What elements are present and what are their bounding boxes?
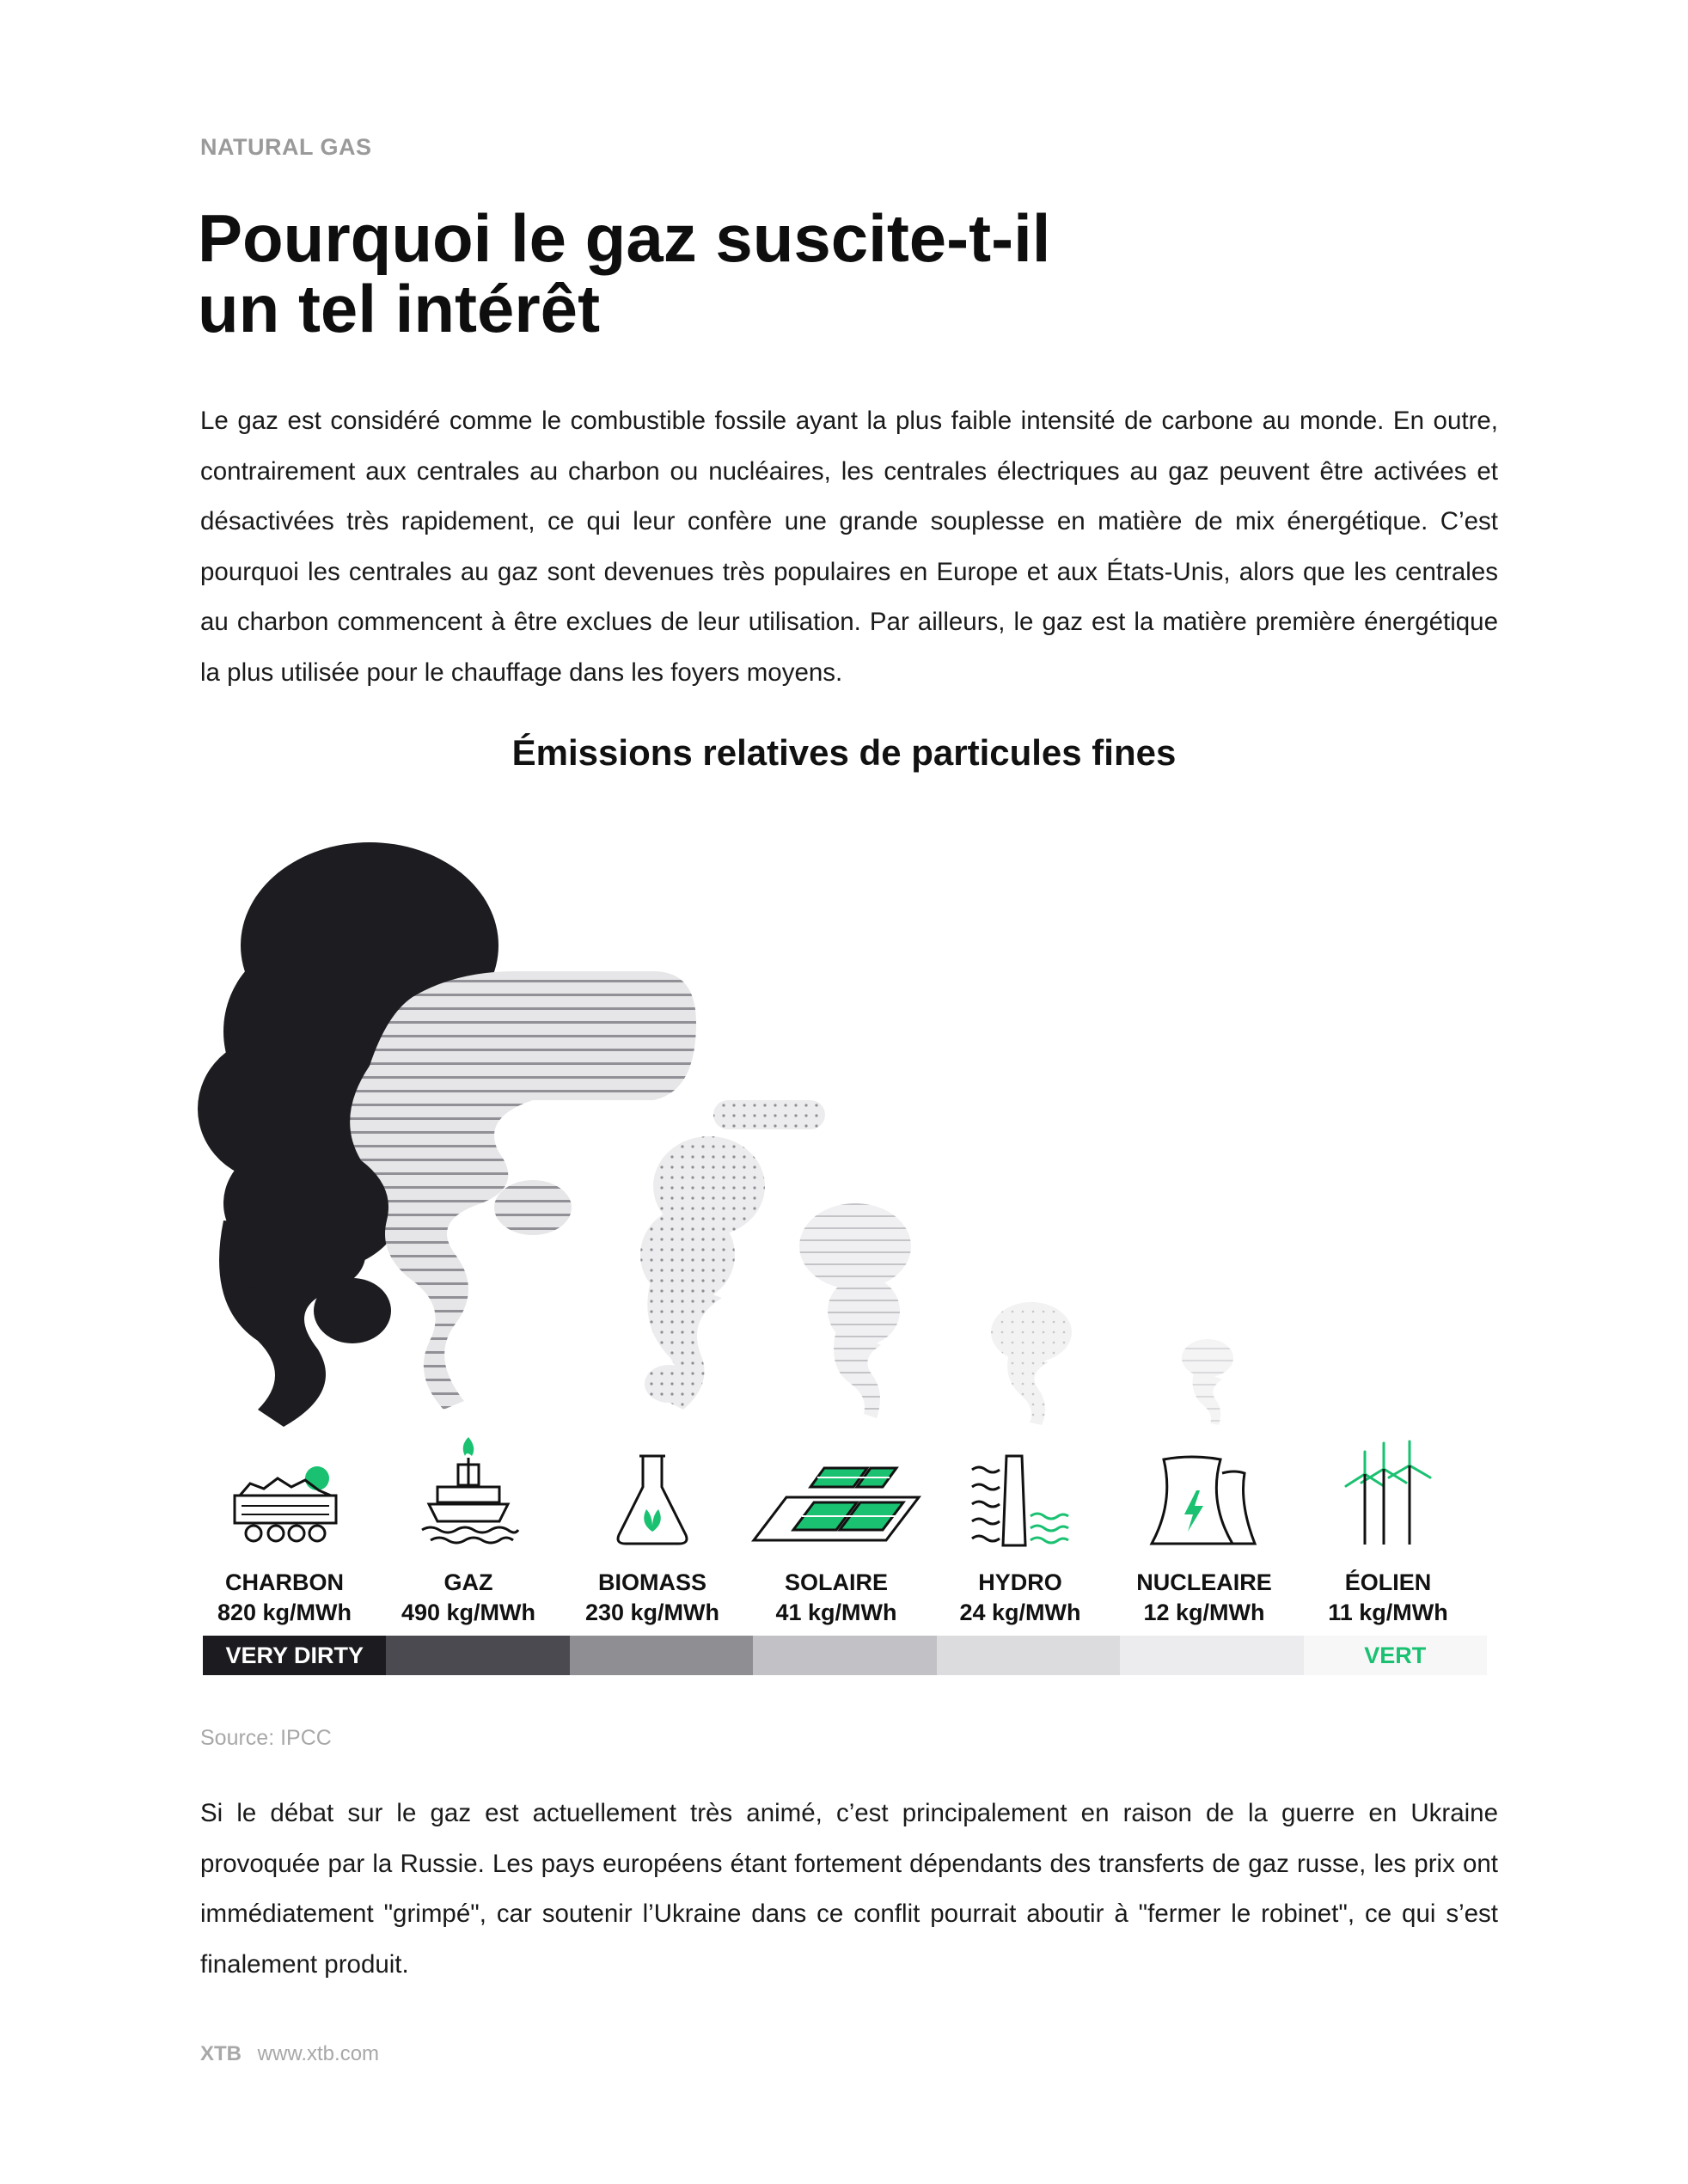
source-label-biomass <box>560 1568 744 1628</box>
scale-segment <box>1304 1636 1487 1675</box>
infographic-title: Émissions relatives de particules fines <box>511 732 1177 773</box>
source-label-wind <box>1296 1568 1480 1628</box>
scale-segment <box>570 1636 753 1675</box>
title-line-2: un tel intérêt <box>198 271 601 346</box>
section-label: NATURAL GAS <box>200 134 372 160</box>
source-name: SOLAIRE <box>784 1569 888 1595</box>
scale-segment <box>203 1636 386 1675</box>
source-label-gas <box>376 1568 560 1628</box>
solar-panel-icon <box>750 1427 922 1547</box>
wind-turbine-icon <box>1302 1427 1474 1547</box>
hydro-smoke <box>991 1302 1072 1425</box>
intro-paragraph: Le gaz est considéré comme le combustible fossile ayant la plus faible intensité de carbone au monde. En outre, contrairement aux centrales au charbon ou nucléaires, les centrales électriques au gaz peuvent être activées et désactivées très rapidement, ce qui leur confère une grande souplesse en matière de mix énergétique. C’est pourquoi les centrales au gaz sont devenues très populaires en Europe et aux États-Unis, alors que les centrales au charbon commencent à être exclues de leur utilisation. Par ailleurs, le gaz est la matière première énergétique la plus utilisée pour le chauffage dans les foyers moyens. <box>200 407 1498 687</box>
source-value: 230 kg/MWh <box>584 1600 720 1625</box>
gas-platform-icon <box>382 1427 554 1547</box>
source-name: ÉOLIEN <box>1344 1569 1432 1595</box>
scale-left-label: VERY DIRTY <box>225 1642 364 1668</box>
scale-segment <box>937 1636 1120 1675</box>
biomass-smoke <box>640 1100 825 1410</box>
title-line-1: Pourquoi le gaz suscite-t-il <box>198 200 1051 276</box>
source-value: 12 kg/MWh <box>1143 1600 1265 1625</box>
footer-brand: XTB <box>200 2042 242 2065</box>
source-name: GAZ <box>443 1569 493 1595</box>
source-value: 41 kg/MWh <box>775 1600 897 1625</box>
source-label-nuclear <box>1112 1568 1296 1628</box>
source-name: NUCLEAIRE <box>1136 1569 1272 1595</box>
footer-url[interactable]: www.xtb.com <box>257 2042 380 2065</box>
scale-segment <box>753 1636 936 1675</box>
biomass-flask-icon <box>566 1427 738 1547</box>
scale-segment <box>1120 1636 1303 1675</box>
hydro-dam-icon <box>934 1427 1106 1547</box>
source-label-solar <box>744 1568 928 1628</box>
body-paragraph: Si le débat sur le gaz est actuellement très animé, c’est principalement en raison de la guerre en Ukraine provoquée par la Russie. Les pays européens étant fortement dépendants des transferts de gaz russe, les prix ont immédiatement "grimpé", car soutenir l’Ukraine dans ce conflit pourrait aboutir à "fermer le robinet", ce qui s’est finalement produit. <box>200 1799 1498 1979</box>
source-name: BIOMASS <box>597 1569 706 1595</box>
nuclear-plant-icon <box>1118 1427 1290 1547</box>
source-value: 490 kg/MWh <box>401 1600 536 1625</box>
solar-smoke <box>799 1203 911 1418</box>
nuclear-smoke <box>1182 1339 1233 1425</box>
scale-right-label: VERT <box>1364 1642 1427 1668</box>
source-citation: Source: IPCC <box>200 1726 332 1750</box>
source-label-coal <box>193 1568 376 1628</box>
gas-smoke <box>350 971 696 1410</box>
source-value: 820 kg/MWh <box>217 1600 352 1625</box>
source-value: 24 kg/MWh <box>959 1600 1081 1625</box>
page-title <box>198 200 1315 346</box>
source-name: HYDRO <box>978 1569 1062 1595</box>
scale-segment <box>386 1636 569 1675</box>
source-label-hydro <box>928 1568 1112 1628</box>
coal-cart-icon <box>199 1427 370 1547</box>
footer <box>200 2042 379 2066</box>
smoke-illustration <box>172 842 1513 1427</box>
source-name: CHARBON <box>225 1569 344 1595</box>
source-value: 11 kg/MWh <box>1328 1600 1448 1625</box>
emission-scale-bar <box>203 1636 1487 1675</box>
